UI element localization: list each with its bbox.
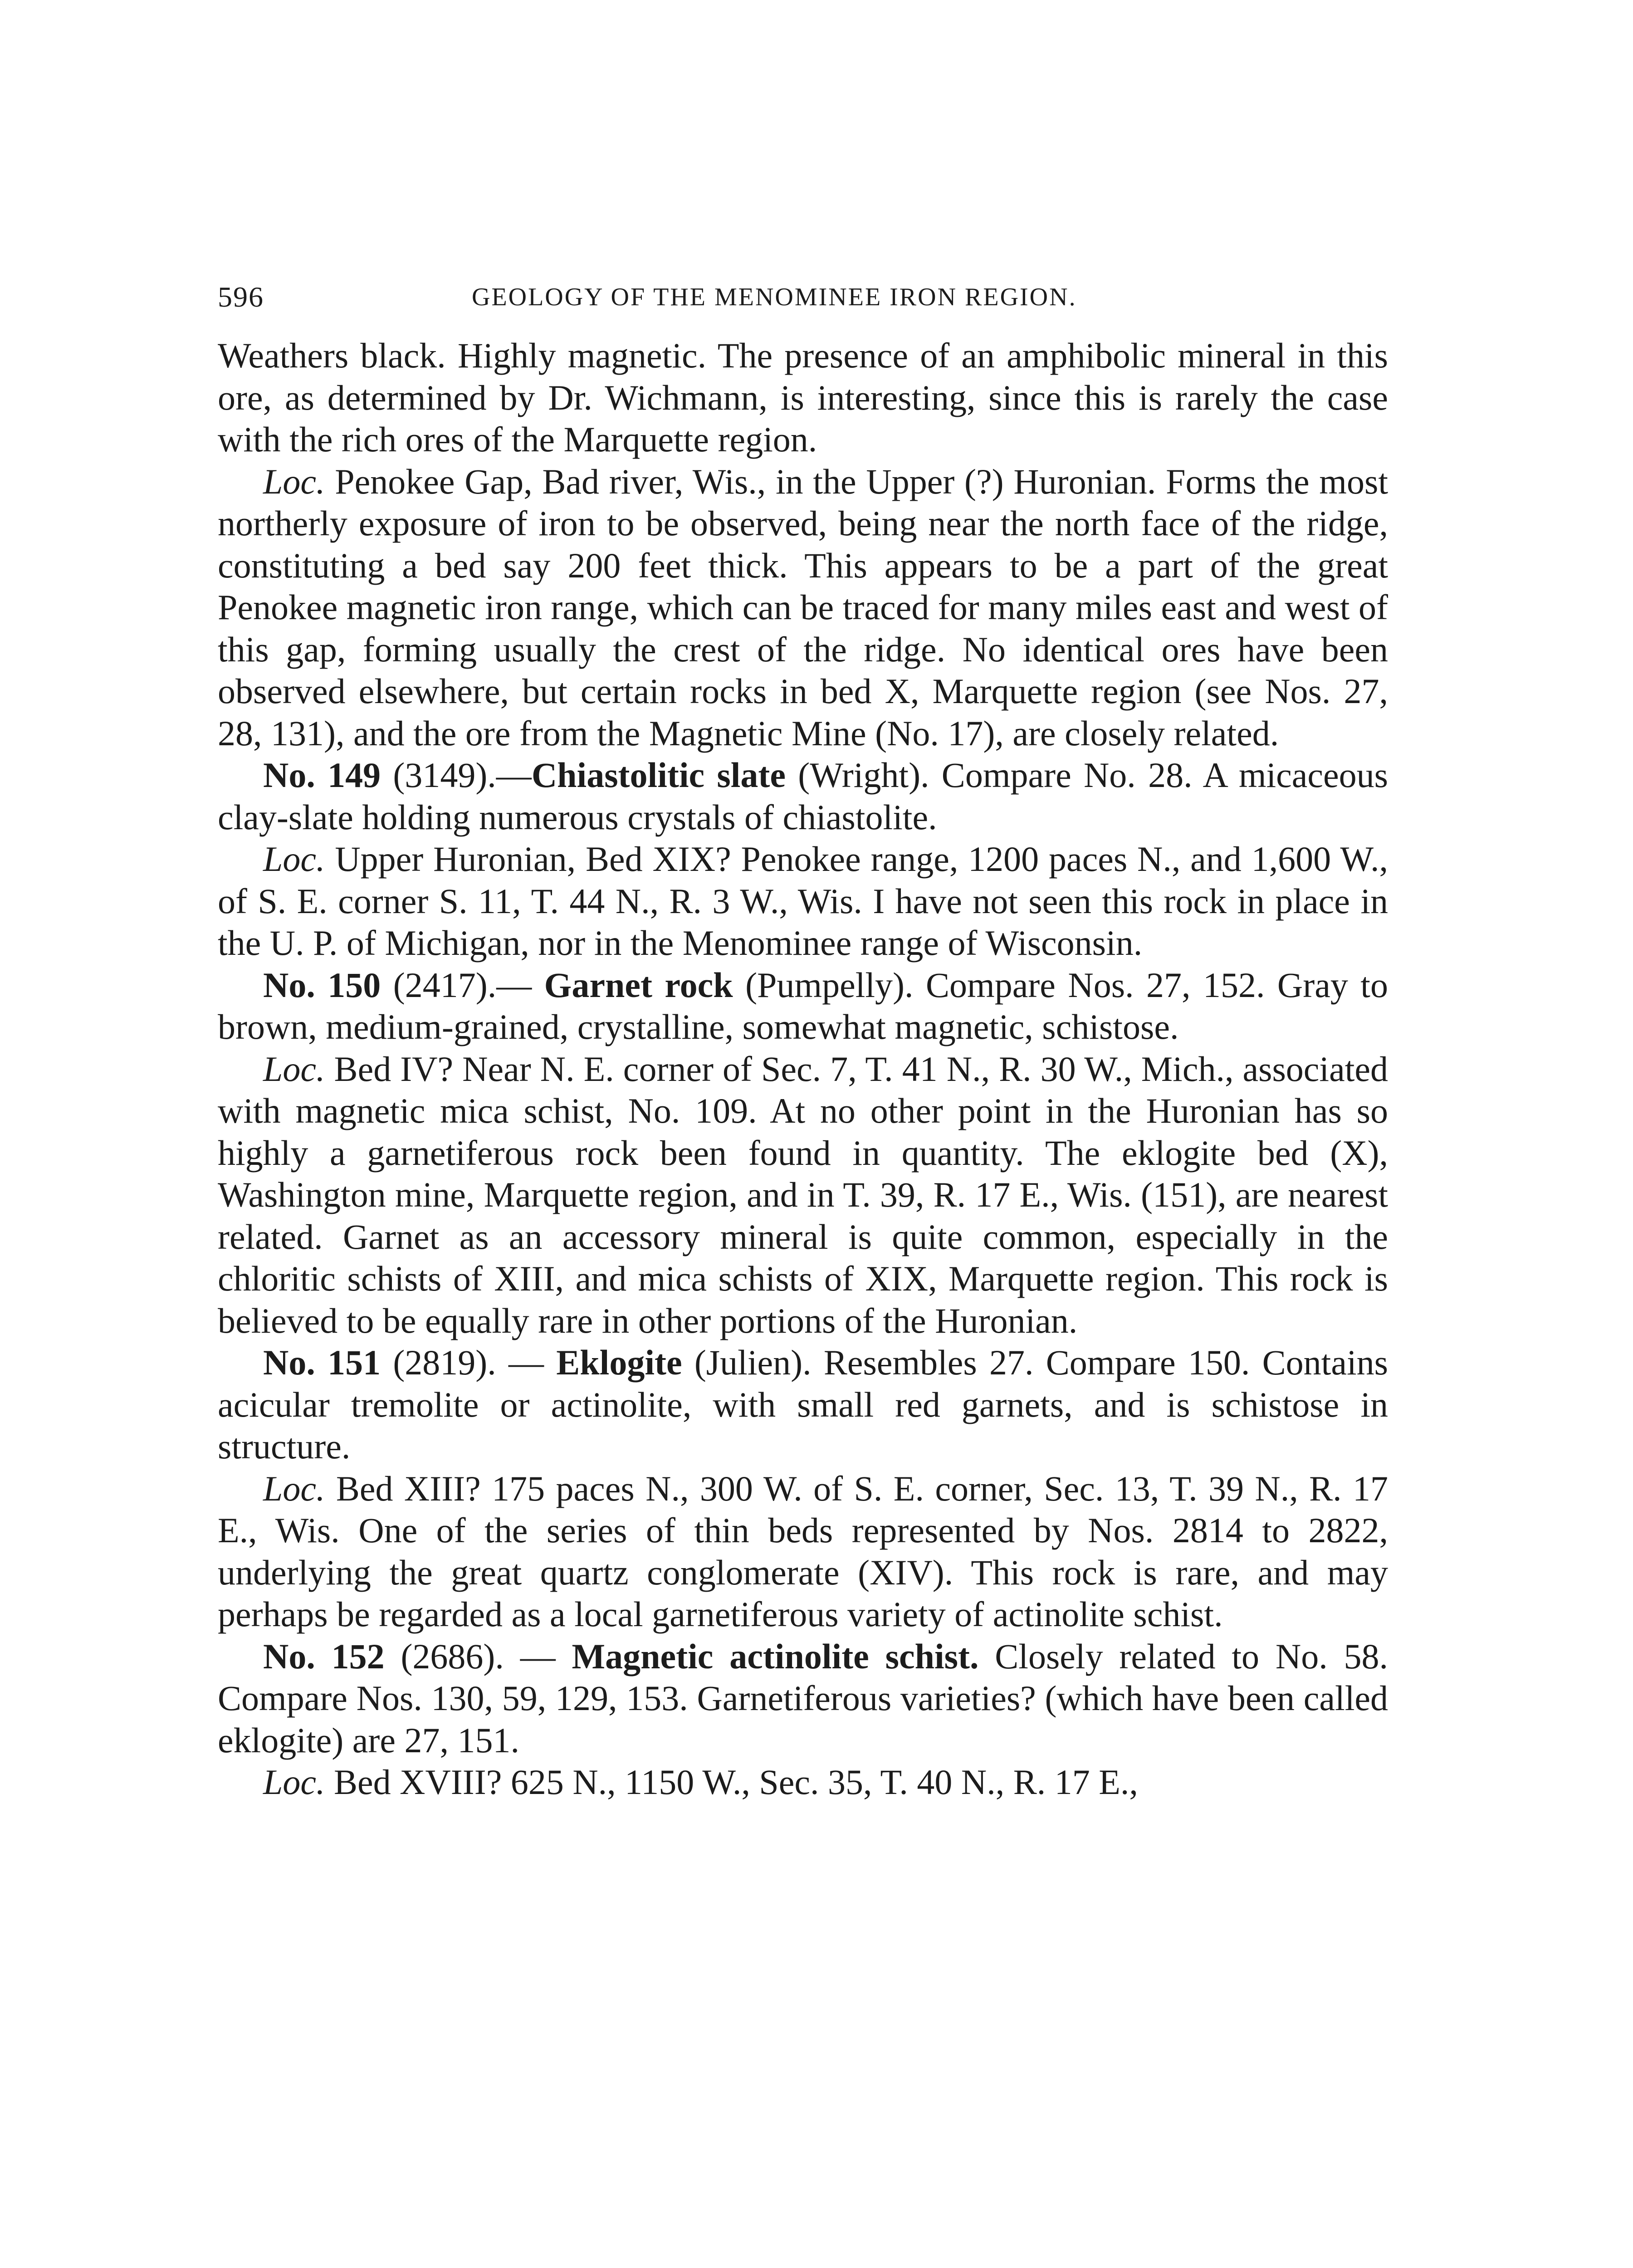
entry-number: No. 151 [263,1343,381,1382]
entry-description: (Wright). Compare No. 28. A micaceous clay-slate holding numerous crystals of chiastolite. [218,755,1388,837]
entry-name: Magnetic actinolite schist. [572,1636,979,1676]
locality-text: Upper Huronian, Bed XIX? Penokee range, 1200 paces N., and 1,600 W., of S. E. corner S. 11, T. 44 N., R. 3 W., Wis. I have not seen this rock in place in the U. P. of Michigan, nor in the Menominee range of Wisconsin. [218,839,1388,963]
entry-149 [218,754,1388,838]
entry-number: No. 149 [263,755,381,795]
locality-label: Loc. [263,839,325,879]
entry-name: Eklogite [556,1343,682,1382]
entry-150-locality [218,1048,1388,1342]
running-head [218,277,1379,318]
entry-number: No. 150 [263,965,381,1005]
entry-name: Garnet rock [544,965,733,1005]
entry-description: (Julien). Resembles 27. Compare 150. Contains acicular tremolite or actinolite, with small red garnets, and is schistose in structure. [218,1343,1388,1466]
locality-label: Loc. [263,1049,325,1089]
entry-reference: (3149).— [381,755,532,795]
locality-text: Bed XVIII? 625 N., 1150 W., Sec. 35, T. 40 N., R. 17 E., [334,1762,1138,1802]
entry-name: Chiastolitic slate [531,755,786,795]
paragraph-ore-description [218,335,1388,461]
entry-reference: (2686). — [384,1636,572,1676]
locality-text: Bed IV? Near N. E. corner of Sec. 7, T. 41 N., R. 30 W., Mich., associated with magnetic mica schist, No. 109. At no other point in the Huronian has so highly a garnetiferous rock been found in quantity. The eklogite bed (X), Washington mine, Marquette region, and in T. 39, R. 17 E., Wis. (151), are nearest related. Garnet as an accessory mineral is quite common, especially in the chloritic schists of XIII, and mica schists of XIX, Marquette region. This rock is believed to be equally rare in other portions of the Huronian. [218,1049,1389,1340]
running-head-title: GEOLOGY OF THE MENOMINEE IRON REGION. [472,283,1077,311]
locality-text: Penokee Gap, Bad river, Wis., in the Upper (?) Huronian. Forms the most northerly exposure of iron to be observed, being near the north face of the ridge, constituting a bed say 200 feet thick. This appears to be a part of the great Penokee magnetic iron range, which can be traced for many miles east and west of this gap, forming usually the crest of the ridge. No identical ores have been observed elsewhere, but certain rocks in bed X, Marquette region (see Nos. 27, 28, 131), and the ore from the Magnetic Mine (No. 17), are closely related. [218,461,1389,753]
entry-149-locality [218,838,1388,964]
entry-description: Closely related to No. 58. Compare Nos. 130, 59, 129, 153. Garnetiferous varieties? (which have been called eklogite) are 27, 151. [218,1636,1388,1760]
entry-number: No. 152 [263,1636,385,1676]
entry-reference: (2819). — [381,1343,557,1382]
entry-reference: (2417).— [381,965,544,1005]
locality-label: Loc. [263,1468,325,1508]
locality-label: Loc. [263,461,325,501]
entry-152 [218,1636,1388,1762]
body-text [218,335,1388,1804]
entry-151 [218,1342,1388,1468]
ore-description-text: Weathers black. Highly magnetic. The presence of an amphibolic mineral in this ore, as determined by Dr. Wichmann, is interesting, since this is rarely the case with the rich ores of the Marquette region. [218,336,1388,459]
entry-152-locality [218,1761,1388,1804]
locality-text: Bed XIII? 175 paces N., 300 W. of S. E. corner, Sec. 13, T. 39 N., R. 17 E., Wis. One of the series of thin beds represented by Nos. 2814 to 2822, underlying the great quartz conglomerate (XIV). This rock is rare, and may perhaps be regarded as a local garnetiferous variety of actinolite schist. [218,1468,1388,1634]
locality-label: Loc. [263,1762,325,1802]
entry-151-locality [218,1468,1388,1636]
entry-150 [218,964,1388,1048]
paragraph-ore-locality [218,461,1388,755]
page-number: 596 [218,281,264,313]
entry-description: (Pumpelly). Compare Nos. 27, 152. Gray to brown, medium-grained, crystalline, somewhat magnetic, schistose. [218,965,1388,1046]
